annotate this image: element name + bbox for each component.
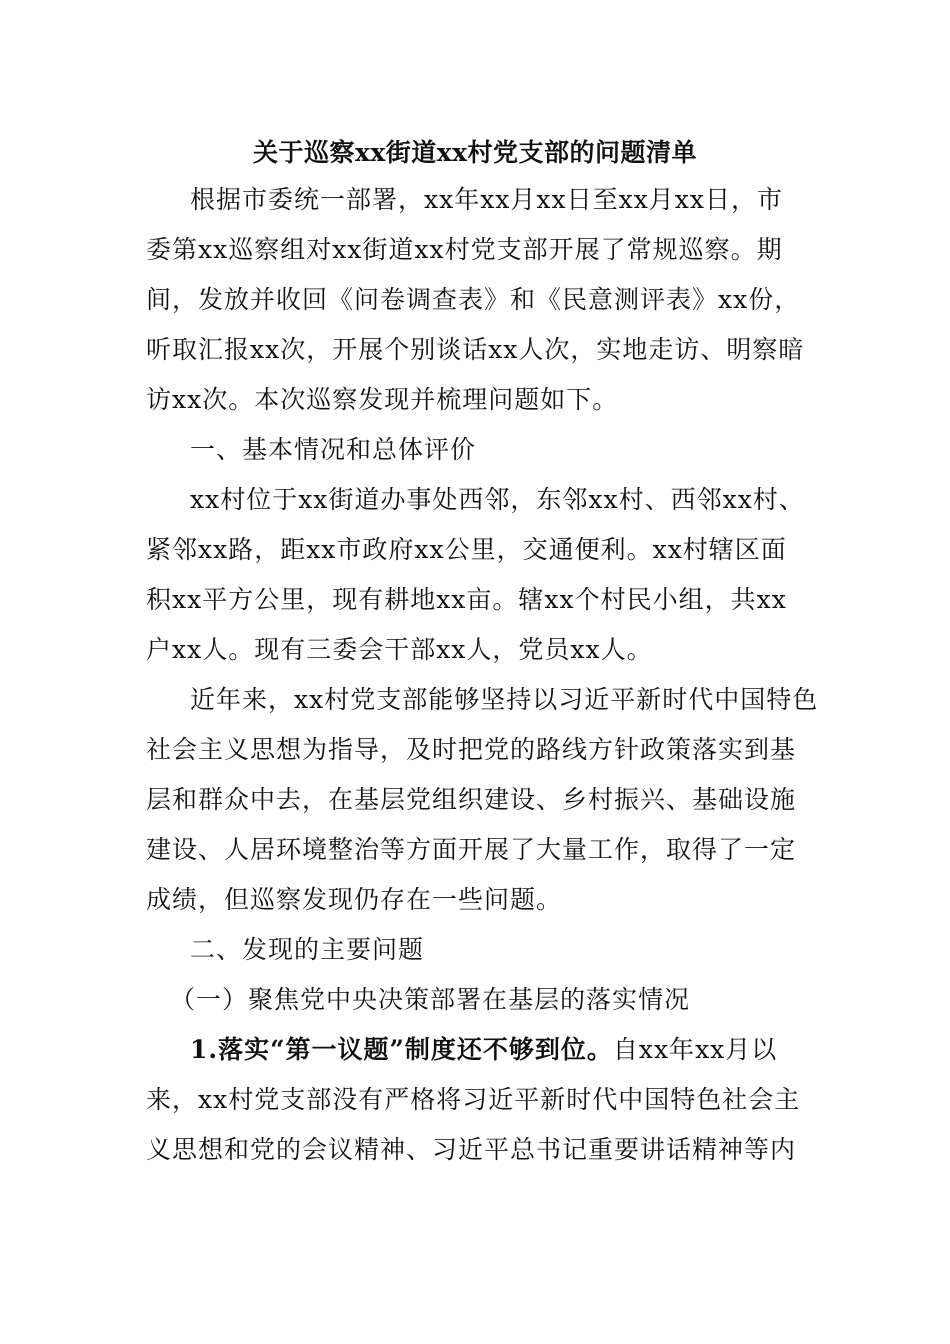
item-text: 自xx年xx月以 <box>612 1035 778 1064</box>
paragraph-line: 成绩，但巡察发现仍存在一些问题。 <box>146 885 563 914</box>
document-title: 关于巡察xx街道xx村党支部的问题清单 <box>252 138 698 167</box>
paragraph-line: 根据市委统一部署，xx年xx月xx日至xx月xx日，市 <box>190 185 783 214</box>
paragraph-line: 义思想和党的会议精神、习近平总书记重要讲话精神等内 <box>146 1135 797 1164</box>
paragraph-line: 建设、人居环境整治等方面开展了大量工作，取得了一定 <box>146 835 797 864</box>
paragraph-line: 户xx人。现有三委会干部xx人，党员xx人。 <box>146 635 653 664</box>
paragraph-line: 委第xx巡察组对xx街道xx村党支部开展了常规巡察。期 <box>146 235 783 264</box>
paragraph-line: 积xx平方公里，现有耕地xx亩。辖xx个村民小组，共xx <box>146 585 787 614</box>
subsection-heading: （一）聚焦党中央决策部署在基层的落实情况 <box>170 985 691 1014</box>
paragraph-line: 层和群众中去，在基层党组织建设、乡村振兴、基础设施 <box>146 785 797 814</box>
paragraph-line: 访xx次。本次巡察发现并梳理问题如下。 <box>146 385 619 414</box>
paragraph-line: 紧邻xx路，距xx市政府xx公里，交通便利。xx村辖区面 <box>146 535 787 564</box>
paragraph-line: xx村位于xx街道办事处西邻，东邻xx村、西邻xx村、 <box>190 485 805 514</box>
paragraph-line: 近年来，xx村党支部能够坚持以习近平新时代中国特色 <box>190 685 819 714</box>
section-heading: 一、基本情况和总体评价 <box>190 435 477 464</box>
item-title: 1.落实“第一议题”制度还不够到位。 <box>190 1035 613 1064</box>
paragraph-line: 社会主义思想为指导，及时把党的路线方针政策落实到基 <box>146 735 797 764</box>
paragraph-line: 来，xx村党支部没有严格将习近平新时代中国特色社会主 <box>146 1085 801 1114</box>
paragraph-line: 听取汇报xx次，开展个别谈话xx人次，实地走访、明察暗 <box>146 335 805 364</box>
paragraph-line: 间，发放并收回《问卷调查表》和《民意测评表》xx份， <box>146 285 801 314</box>
section-heading: 二、发现的主要问题 <box>190 935 425 964</box>
item-line <box>190 1030 806 1070</box>
